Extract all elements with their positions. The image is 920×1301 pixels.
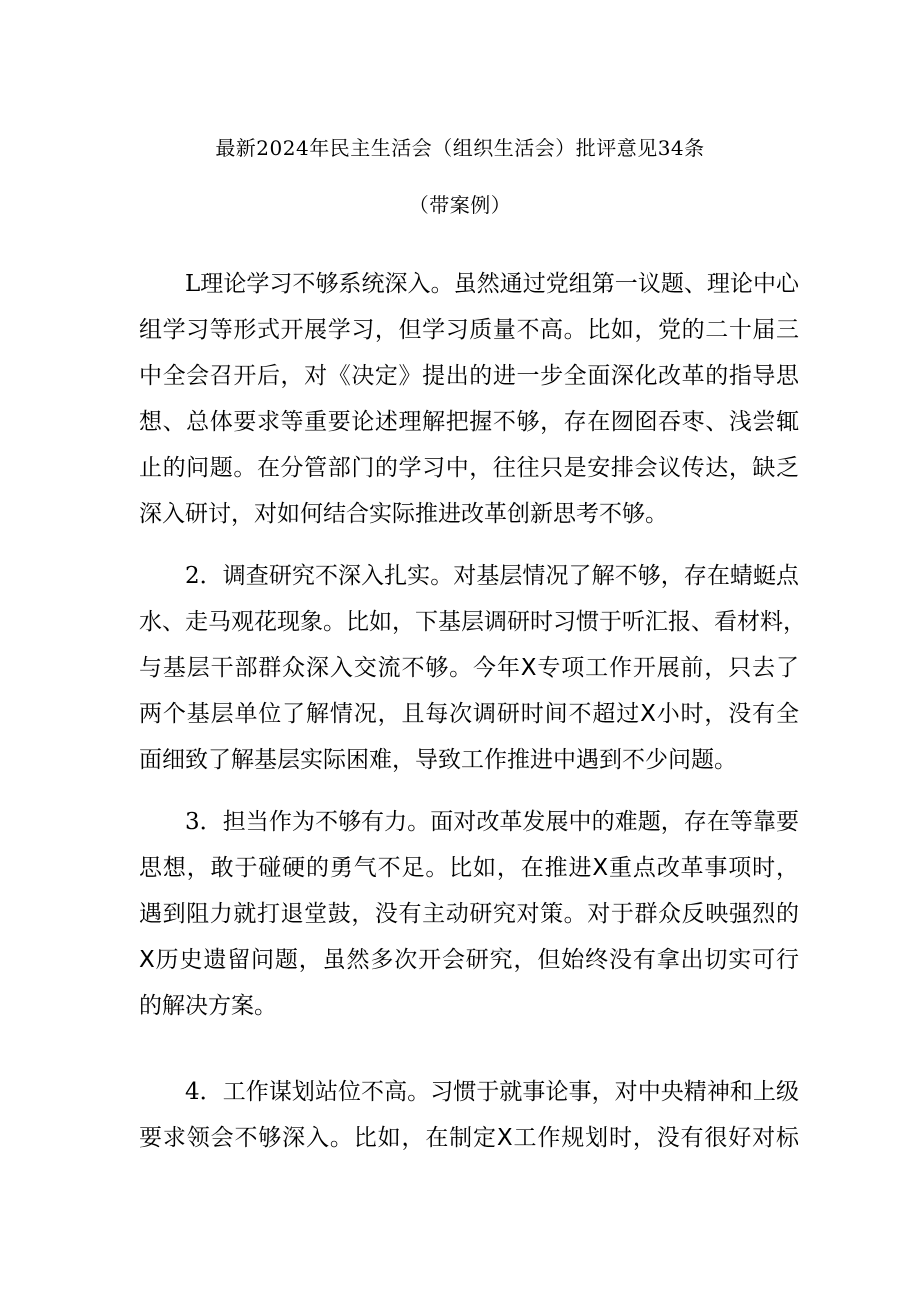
paragraph-3-line-4: X历史遗留问题，虽然多次开会研究，但始终没有拿出切实可行 [139, 947, 799, 973]
paragraph-3-text: 面对改革发展中的难题，存在等靠要 [430, 809, 800, 835]
document-title: 最新2024年民主生活会（组织生活会）批评意见34条 [215, 136, 705, 160]
paragraph-1-line-3: 中全会召开后，对《决定》提出的进一步全面深化改革的指导思 [139, 363, 799, 389]
paragraph-1-line-2: 组学习等形式开展学习，但学习质量不高。比如，党的二十届三 [139, 317, 799, 343]
document-subtitle: （带案例） [408, 193, 512, 217]
paragraph-2-line-3: 与基层干部群众深入交流不够。今年X专项工作开展前，只去了 [139, 655, 799, 681]
paragraph-4-line-1 [185, 1081, 799, 1104]
paragraph-4-heading: 4．工作谋划站位不高。 [185, 1079, 431, 1105]
paragraph-3-line-3: 遇到阻力就打退堂鼓，没有主动研究对策。对于群众反映强烈的 [139, 901, 799, 927]
paragraph-3-heading: 3．担当作为不够有力。 [185, 809, 431, 835]
paragraph-1-line-5: 止的问题。在分管部门的学习中，往往只是安排会议传达，缺乏 [139, 455, 799, 481]
paragraph-3-line-2: 思想，敢于碰硬的勇气不足。比如，在推进X重点改革事项时， [139, 855, 799, 881]
paragraph-2-line-2: 水、走马观花现象。比如，下基层调研时习惯于听汇报、看材料， [139, 609, 806, 635]
paragraph-4-line-2: 要求领会不够深入。比如，在制定X工作规划时，没有很好对标 [139, 1125, 799, 1151]
paragraph-1-text: 虽然通过党组第一议题、理论中心 [453, 271, 799, 297]
paragraph-2-line-1 [185, 565, 799, 588]
paragraph-1-line-1 [185, 273, 799, 296]
paragraph-3-line-5: 的解决方案。 [139, 993, 277, 1019]
paragraph-3-line-1 [185, 811, 799, 834]
paragraph-4-text: 习惯于就事论事，对中央精神和上级 [430, 1079, 800, 1105]
paragraph-2-text: 对基层情况了解不够，存在蜻蜓点 [453, 563, 799, 589]
paragraph-2-line-4: 两个基层单位了解情况，且每次调研时间不超过X小时，没有全 [139, 701, 799, 727]
paragraph-2-heading: 2．调查研究不深入扎实。 [185, 563, 454, 589]
paragraph-1-line-6: 深入研讨，对如何结合实际推进改革创新思考不够。 [139, 501, 668, 527]
paragraph-1-line-4: 想、总体要求等重要论述理解把握不够，存在囫囵吞枣、浅尝辄 [139, 409, 799, 435]
paragraph-2-line-5: 面细致了解基层实际困难，导致工作推进中遇到不少问题。 [139, 747, 737, 773]
paragraph-1-heading: L理论学习不够系统深入。 [185, 271, 454, 297]
